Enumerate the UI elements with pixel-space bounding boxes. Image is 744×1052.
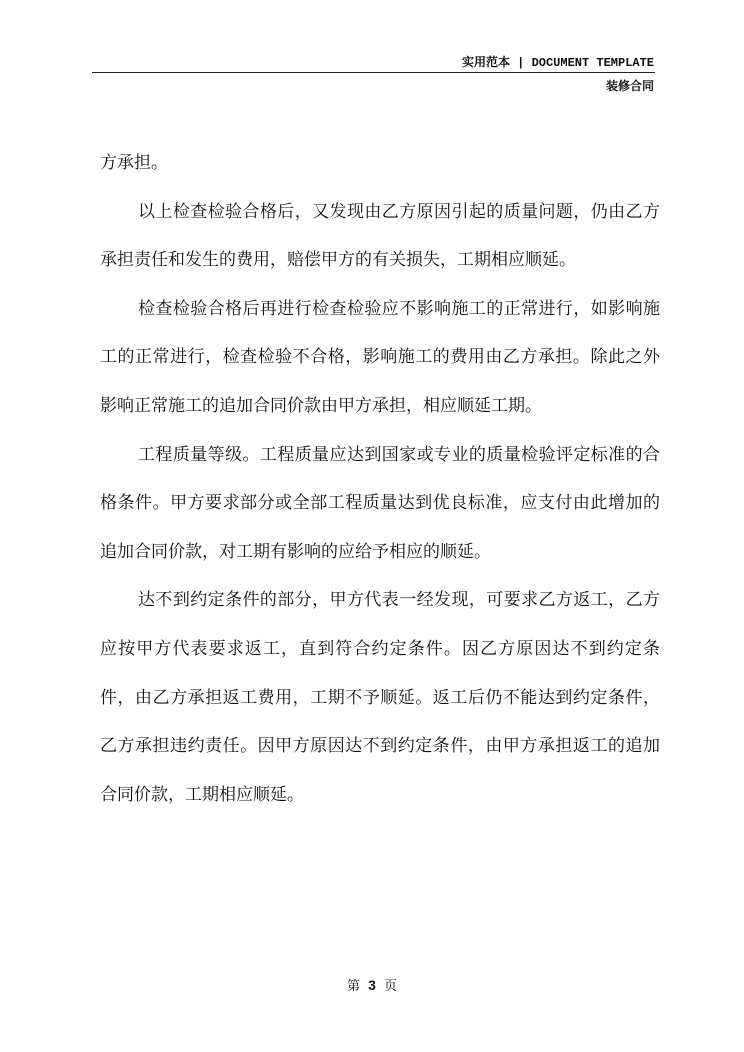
page-number: 3: [368, 977, 376, 993]
paragraph-continuation: 方承担。: [100, 153, 168, 173]
page-footer: [0, 975, 744, 994]
page-header: [0, 0, 744, 100]
header-template-title: 实用范本 | DOCUMENT TEMPLATE: [461, 56, 654, 70]
paragraph-rework: 达不到约定条件的部分，甲方代表一经发现，可要求乙方返工，乙方应按甲方代表要求返工，直到符合约定条件。因乙方原因达不到约定条件，由乙方承担返工费用，工期不予顺延。返工后仍不能达到约定条件，乙方承担违约责任。因甲方原因达不到约定条件，由甲方承担返工的追加合同价款，工期相应顺延。: [100, 590, 660, 805]
paragraph-quality-grade: 工程质量等级。工程质量应达到国家或专业的质量检验评定标准的合格条件。甲方要求部分或全部工程质量达到优良标准，应支付由此增加的追加合同价款，对工期有影响的应给予相应的顺延。: [100, 444, 660, 562]
footer-suffix: 页: [384, 979, 398, 994]
header-divider: [92, 72, 655, 73]
document-body: [100, 139, 660, 819]
paragraph-reinspection: 检查检验合格后再进行检查检验应不影响施工的正常进行，如影响施工的正常进行，检查检验不合格，影响施工的费用由乙方承担。除此之外影响正常施工的追加合同价款由甲方承担，相应顺延工期。: [100, 298, 660, 416]
footer-prefix: 第: [346, 979, 360, 994]
header-document-type: 装修合同: [605, 79, 654, 93]
paragraph-quality-issue: 以上检查检验合格后，又发现由乙方原因引起的质量问题，仍由乙方承担责任和发生的费用，赔偿甲方的有关损失，工期相应顺延。: [100, 201, 660, 271]
